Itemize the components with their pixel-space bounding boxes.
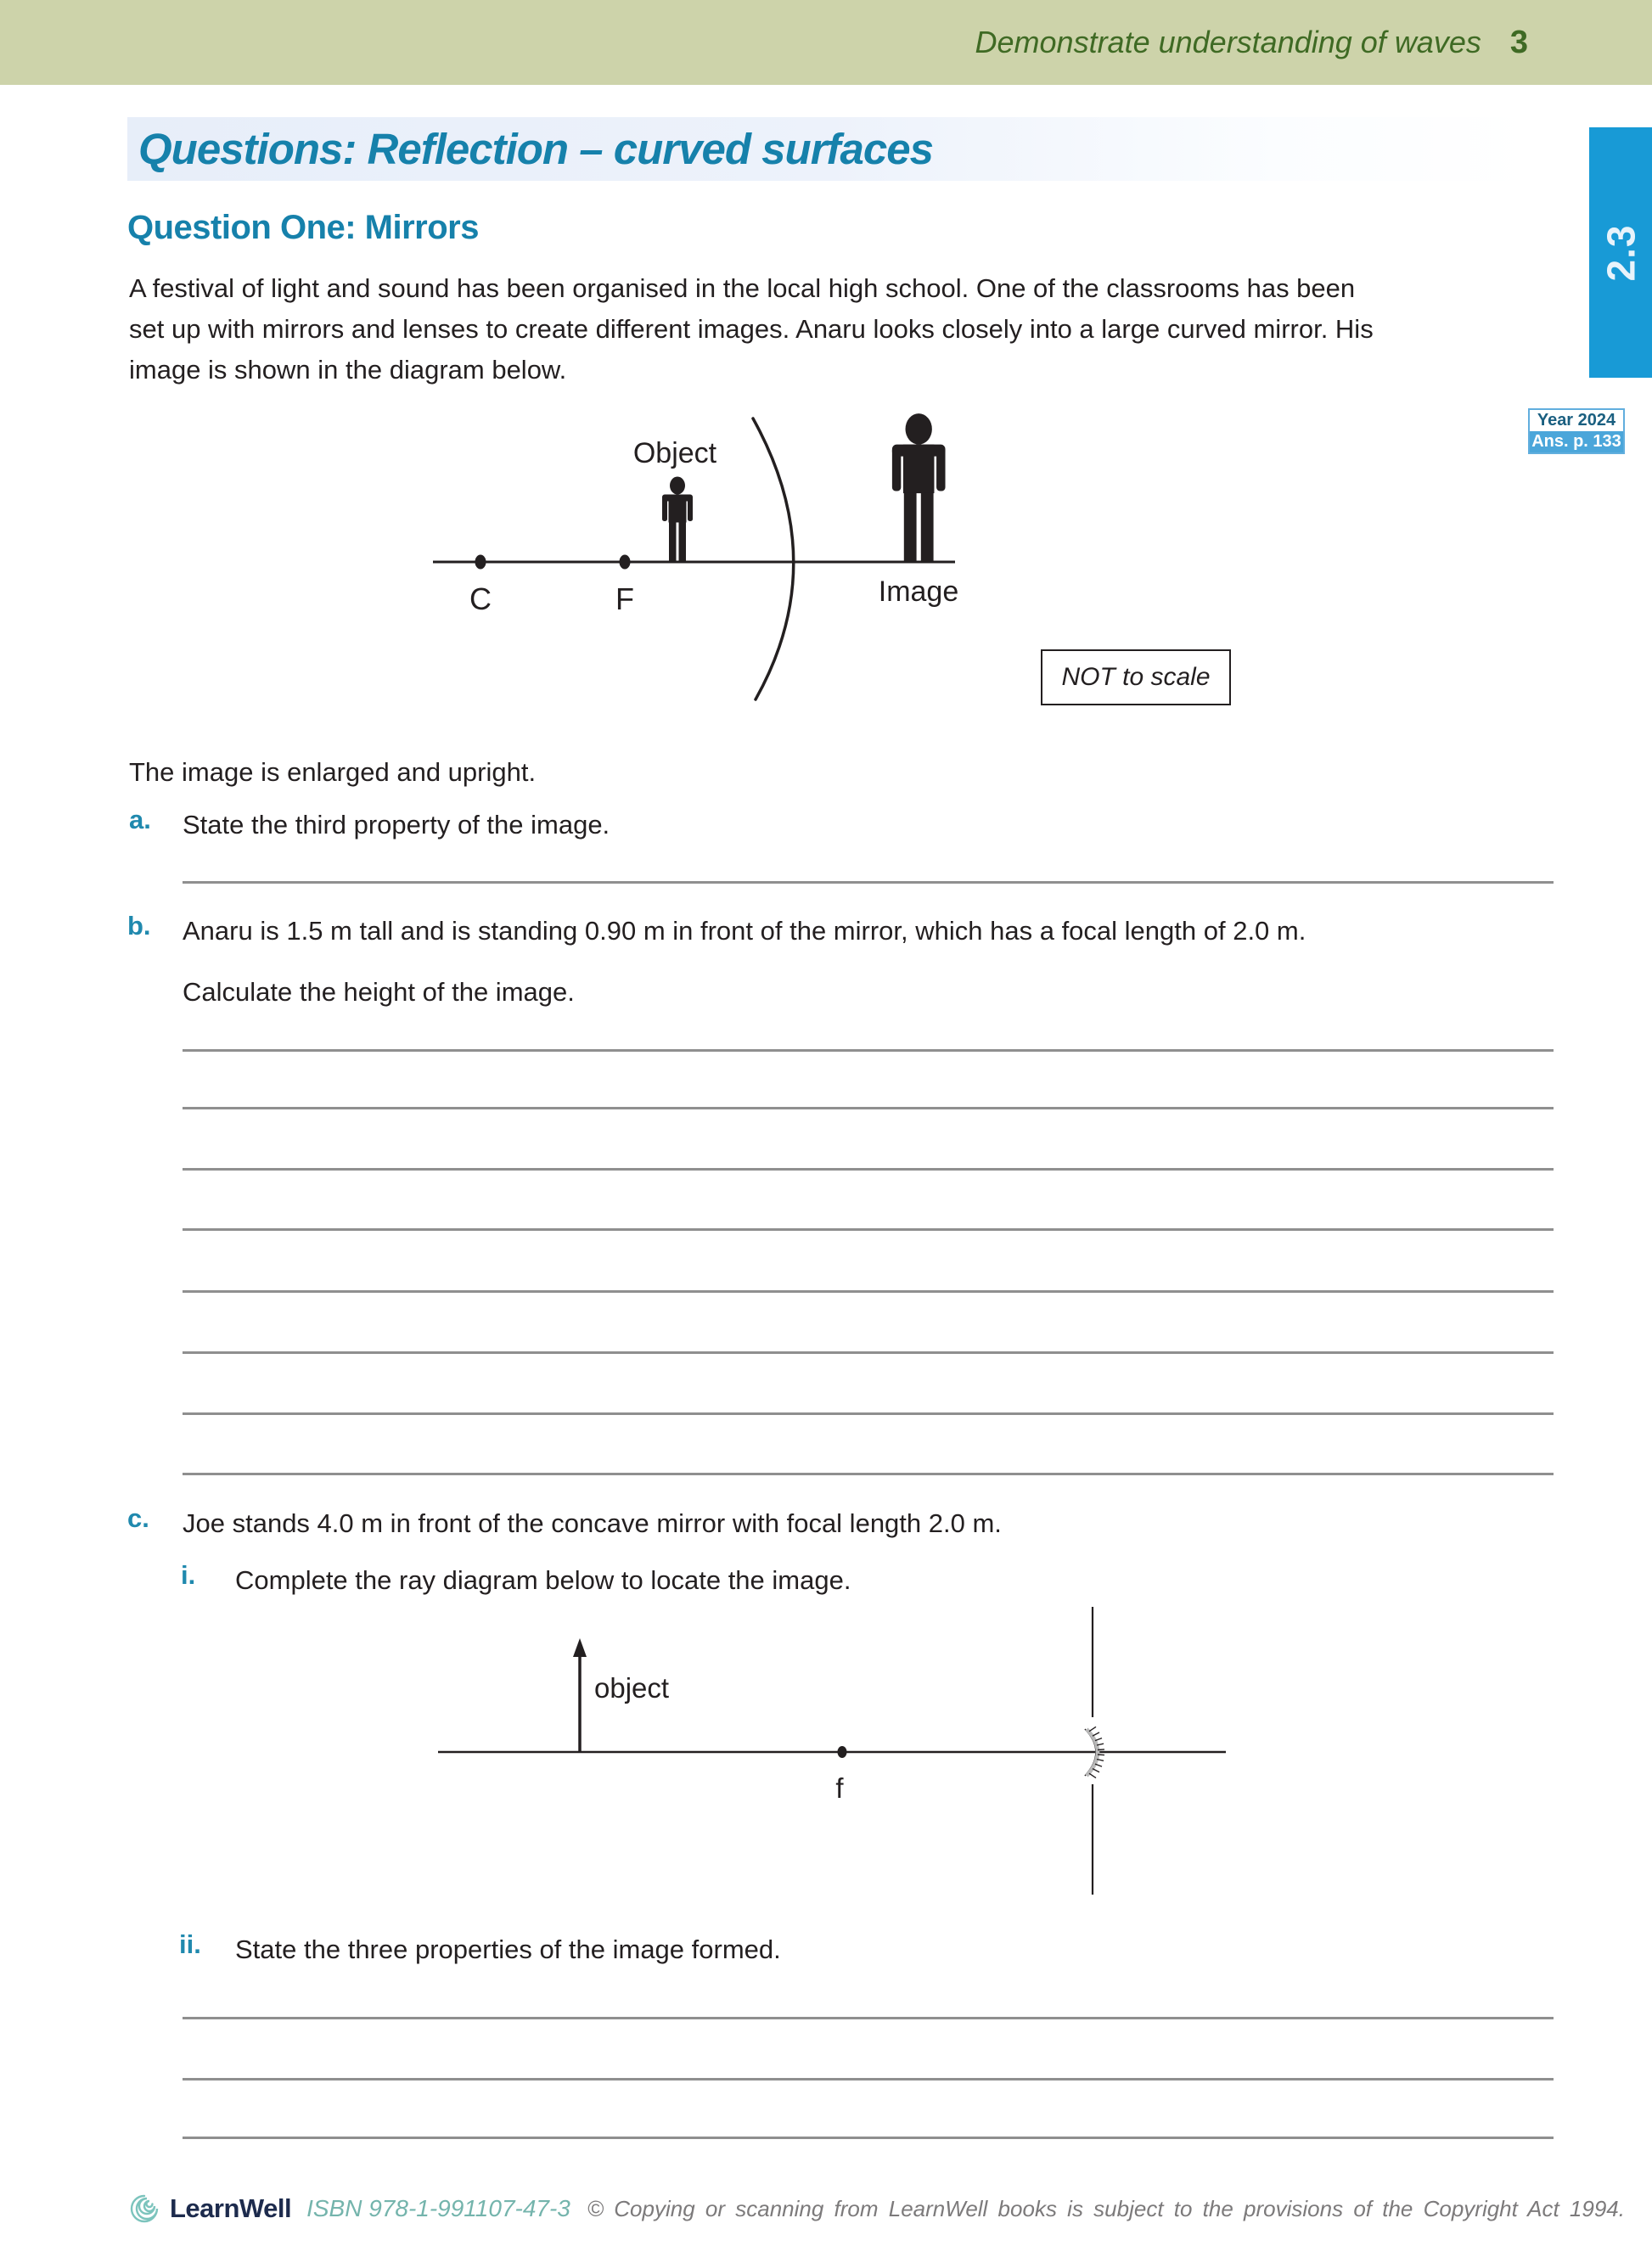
intro-line: A festival of light and sound has been organised in the local high school. One of the classrooms has been — [129, 273, 1356, 303]
part-a-text: State the third property of the image. — [183, 810, 610, 840]
isbn-text: ISBN 978-1-991107-47-3 — [306, 2195, 570, 2221]
answer-line — [183, 1290, 1554, 1293]
answer-line — [183, 1049, 1554, 1052]
focal-label: F — [615, 581, 634, 616]
answer-line — [183, 1107, 1554, 1109]
answer-line — [183, 881, 1554, 884]
answer-line — [183, 2078, 1554, 2080]
focal-point — [620, 555, 631, 570]
answer-line — [183, 1412, 1554, 1415]
intro-line: set up with mirrors and lenses to create different images. Anaru looks closely into a large curved mirror. His — [129, 314, 1374, 344]
page-number: 3 — [1509, 24, 1528, 60]
part-c-marker: c. — [127, 1503, 149, 1533]
question-intro — [129, 268, 1374, 390]
object-arrowhead — [573, 1638, 587, 1657]
answer-line — [183, 2017, 1554, 2019]
part-b-marker: b. — [127, 911, 151, 941]
part-c-i-text: Complete the ray diagram below to locate the image. — [235, 1565, 851, 1595]
image-statement: The image is enlarged and upright. — [129, 757, 537, 787]
section-banner — [127, 117, 1530, 181]
ray-diagram[interactable] — [382, 1596, 1273, 1918]
not-to-scale-label: NOT to scale — [1061, 663, 1211, 691]
answer-line — [183, 1228, 1554, 1231]
not-to-scale-box — [1041, 649, 1231, 705]
centre-label: C — [469, 581, 492, 616]
part-b-text: Calculate the height of the image. — [183, 977, 575, 1007]
image-figure — [892, 413, 946, 562]
learnwell-logo-icon — [127, 2192, 161, 2226]
part-c-text: Joe stands 4.0 m in front of the concave mirror with focal length 2.0 m. — [183, 1508, 1002, 1538]
badge-year: Year 2024 — [1530, 410, 1623, 431]
part-c-ii-marker: ii. — [179, 1929, 201, 1959]
intro-line: image is shown in the diagram below. — [129, 355, 567, 385]
answer-line — [183, 2137, 1554, 2139]
question-heading: Question One: Mirrors — [127, 209, 479, 246]
brand-name: LearnWell — [170, 2193, 292, 2223]
curved-mirror — [753, 418, 794, 699]
answer-line — [183, 1473, 1554, 1475]
section-tab-label: 2.3 — [1598, 224, 1643, 281]
year-answer-badge — [1528, 408, 1625, 454]
part-b-text: Anaru is 1.5 m tall and is standing 0.90 m in front of the mirror, which has a focal length of 2.0 m. — [183, 916, 1306, 946]
copyright-text: © Copying or scanning from LearnWell books is subject to the provisions of the Copyright Act 1994. — [587, 2195, 1625, 2221]
part-c-i-marker: i. — [181, 1560, 196, 1590]
ray-focal-point — [838, 1746, 847, 1758]
badge-answer-page: Ans. p. 133 — [1530, 431, 1623, 452]
object-label: Object — [632, 437, 717, 469]
answer-line — [183, 1351, 1554, 1354]
centre-point — [475, 555, 486, 570]
page-footer — [127, 2192, 1625, 2226]
part-c-ii-text: State the three properties of the image formed. — [235, 1934, 781, 1964]
ray-object-label: object — [594, 1672, 670, 1704]
answer-line — [183, 1168, 1554, 1171]
section-title: Questions: Reflection – curved surfaces — [138, 125, 933, 173]
object-figure — [662, 477, 693, 563]
page-header — [0, 0, 1652, 85]
ray-focal-label: f — [835, 1772, 844, 1804]
unit-title: Demonstrate understanding of waves — [975, 25, 1481, 59]
image-label: Image — [878, 576, 959, 608]
part-a-marker: a. — [129, 805, 151, 834]
section-tab[interactable] — [1589, 127, 1652, 378]
